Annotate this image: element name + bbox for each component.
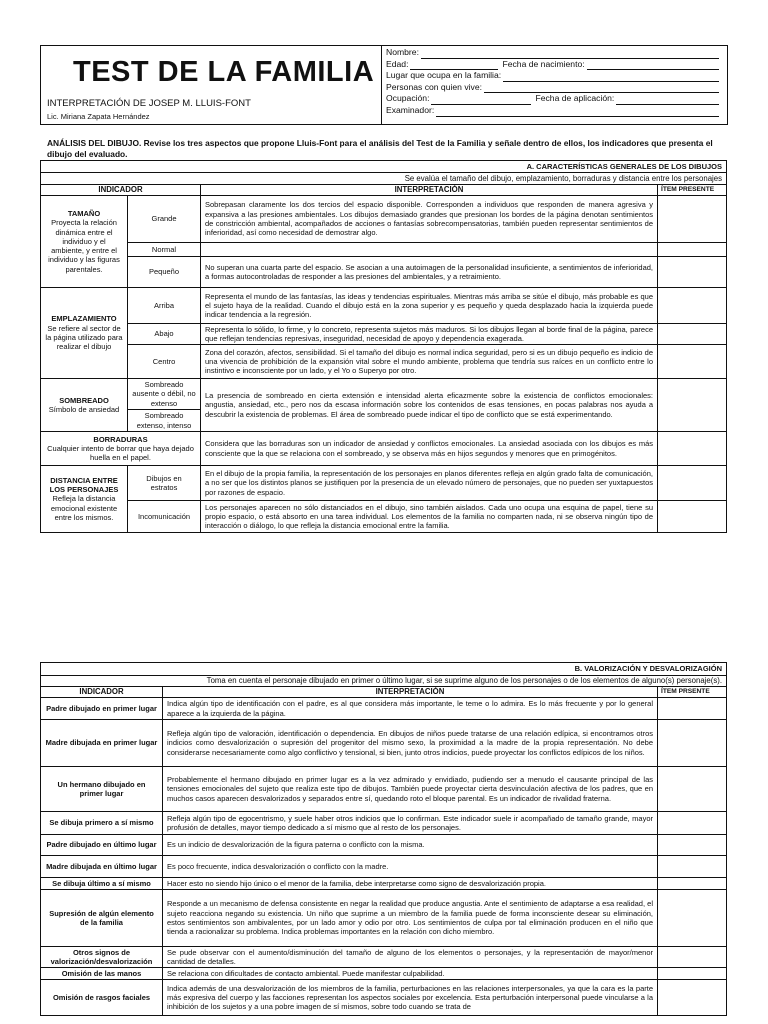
- field-label: Edad:: [386, 58, 409, 69]
- checkbox-cell[interactable]: [658, 767, 727, 812]
- interp-cell: Responde a un mecanismo de defensa consistente en negar la realidad que produce angustia. Ante el sentimiento de adaptarse a esa realidad, el sujeto reacciona negando su existencia. Un niño que suprime a un miembro de la familia puede de forma inconsciente desear su eliminación, estos sentimientos son ambivalentes, por un lado amor y odio por otro. Los sentimientos de culpa por tal eliminación producen en el niño que tienda a racionalizar su problema. Indica problemas importantes en la relación con dicho miembro.: [163, 890, 658, 947]
- checkbox-centro[interactable]: [658, 345, 727, 379]
- table-row: [41, 466, 727, 501]
- col-item-presente: ÍTEM PRSENTE: [658, 687, 727, 698]
- table-row: [41, 501, 727, 533]
- field-line[interactable]: [410, 60, 498, 70]
- col-indicador: INDICADOR: [41, 185, 201, 196]
- interp-normal: [201, 243, 658, 257]
- interp-cell: Es poco frecuente, indica desvalorización o conflicto con la madre.: [163, 856, 658, 878]
- table-row: [41, 243, 727, 257]
- indicator-borraduras: [41, 432, 201, 466]
- interp-centro: Zona del corazón, afectos, sensibilidad. Si el tamaño del dibujo es normal indica seguridad, pero si es un dibujo pequeño es indicio de una vivencia de prohibición de la expansión vital sobre el mundo ambiente, problema que tendría sus raíces en un conflicto entre lo instintivo e inconsciente por un lado, y el Yo o Superyo por otro.: [201, 345, 658, 379]
- sub-pequeno: Pequeño: [128, 257, 201, 288]
- indicator-title: EMPLAZAMIENTO: [51, 314, 117, 324]
- field-line[interactable]: [587, 60, 719, 70]
- indicator-distancia: [41, 466, 128, 533]
- sub-sombreado-debil: Sombreado ausente o débil, no extenso: [128, 379, 201, 410]
- indicator-cell: Un hermano dibujado en primer lugar: [41, 767, 163, 812]
- interp-incomunicacion: Los personajes aparecen no sólo distanciados en el dibujo, sino también aislados. Cada uno ocupa una esquina de papel, tiene su propio espacio, o está absorto en una tarea individual. Los elementos de la familia no comparten nada, ni se observa ningún tipo de interacción o diálogo, lo que refleja la distancia emocional entre la familia.: [201, 501, 658, 533]
- checkbox-estratos[interactable]: [658, 466, 727, 501]
- field-label: Personas con quien vive:: [386, 81, 483, 92]
- table-header-row: [41, 185, 727, 196]
- table-header-row: [41, 687, 727, 698]
- col-interpretacion: INTERPRETACIÓN: [163, 687, 658, 698]
- interp-cell: Refleja algún tipo de valoración, identificación o dependencia. En dibujos de niños puede tratarse de una relación edípica, si encontramos otros indicios como desvalorización o supresión del progenitor del mismo sexo, la proximidad a la madre de la propia representación. No debe considerarse necesariamente como algo conflictivo y tensional, si bien, junto otros indicios, puede proyectar los conflictos edípicos de los niños.: [163, 720, 658, 767]
- field-label: Ocupación:: [386, 93, 430, 104]
- sub-sombreado-intenso: Sombreado extenso, intenso: [128, 410, 201, 432]
- checkbox-cell[interactable]: [658, 890, 727, 947]
- checkbox-incomunicacion[interactable]: [658, 501, 727, 533]
- checkbox-cell[interactable]: [658, 947, 727, 968]
- indicator-cell: Supresión de algún elemento de la familia: [41, 890, 163, 947]
- interp-cell: Indica algún tipo de identificación con el padre, es al que considera más importante, le teme o lo admira. Es lo más frecuente y por lo general aparece a la izquierda de la página.: [163, 698, 658, 720]
- sub-incomunicacion: Incomunicación: [128, 501, 201, 533]
- section-a-subheading: Se evalúa el tamaño del dibujo, emplazamiento, borraduras y distancia entre los personajes: [41, 173, 727, 185]
- field-ocupacion-fecha[interactable]: [386, 93, 723, 105]
- sub-normal: Normal: [128, 243, 201, 257]
- indicator-cell: Omisión de rasgos faciales: [41, 980, 163, 1016]
- sub-grande: Grande: [128, 196, 201, 243]
- interp-grande: Sobrepasan claramente los dos tercios del espacio disponible. Corresponden a individuos que responden de manera agresiva y expansiva a las presiones ambientales. Los dibujos demasiado grandes que presionan los bordes de la página denotan sentimientos de constricción ambiental, acompañados de acciones o fantasías sobrecompensatorias, también pueden representar sentimientos de inferioridad, así como necesidad de demostrar algo.: [201, 196, 658, 243]
- field-label: Lugar que ocupa en la familia:: [386, 70, 502, 81]
- checkbox-cell[interactable]: [658, 720, 727, 767]
- indicator-cell: Se dibuja último a sí mismo: [41, 878, 163, 890]
- intro-instructions: ANÁLISIS DEL DIBUJO. Revise los tres aspectos que propone Lluis-Font para el análisis del Test de la Familia y señale dentro de ellos, los indicadores que presenta el dibujo del evaluado.: [47, 138, 713, 159]
- checkbox-pequeno[interactable]: [658, 257, 727, 288]
- interp-cell: Refleja algún tipo de egocentrismo, y suele haber otros indicios que lo confirman. Este indicador suele ir acompañado de tamaño grande, mayor profusión de detalles, mayor tiempo dedicado a sí mismo que al resto de los personajes.: [163, 812, 658, 835]
- col-interpretacion: INTERPRETACIÓN: [201, 185, 658, 196]
- table-row: [41, 890, 727, 947]
- checkbox-abajo[interactable]: [658, 324, 727, 345]
- interp-cell: Hacer esto no siendo hijo único o el menor de la familia, debe interpretarse como signo de desvalorización propia.: [163, 878, 658, 890]
- interp-cell: Probablemente el hermano dibujado en primer lugar es a la vez admirado y envidiado, pudiendo ser a menudo el causante principal de las tensiones emocionales del sujeto que realiza este tipo de dibujos. También puede proyectar cierta desvinculación afectiva de los padres, que en muchos casos aparecen desvalorizados y separados entre sí, quedando roto el bloque parental. Es un indicador de rivalidad fraterna.: [163, 767, 658, 812]
- table-row: [41, 432, 727, 466]
- field-line[interactable]: [421, 49, 719, 59]
- interp-abajo: Representa lo sólido, lo firme, y lo concreto, representa sujetos más maduros. Si los dibujos llegan al borde final de la página, parece que reflejan tendencias represivas, inseguridad, necesidad de apoyo y dependencia exagerada.: [201, 324, 658, 345]
- field-line[interactable]: [616, 95, 719, 105]
- field-label: Fecha de aplicación:: [535, 93, 615, 104]
- table-row: [41, 980, 727, 1016]
- table-row: [41, 835, 727, 856]
- checkbox-grande[interactable]: [658, 196, 727, 243]
- checkbox-cell[interactable]: [658, 878, 727, 890]
- checkbox-cell[interactable]: [658, 698, 727, 720]
- indicator-title: DISTANCIA ENTRE LOS PERSONAJES: [49, 475, 119, 495]
- section-a-subheading-row: [41, 173, 727, 185]
- table-section-a: [40, 160, 727, 533]
- indicator-title: TAMAÑO: [67, 208, 101, 218]
- indicator-emplazamiento: [41, 288, 128, 379]
- field-personas[interactable]: [386, 82, 723, 94]
- checkbox-cell[interactable]: [658, 835, 727, 856]
- interp-arriba: Representa el mundo de las fantasías, las ideas y tendencias espirituales. Mientras más arriba se sitúe el dibujo, más probable es que el sujeto haya de la realidad. Cuando el dibujo está en la zona superior y es pequeño y queda desplazado hacia la izquierda puede indicar tendencia a la regresión.: [201, 288, 658, 324]
- subtitle: INTERPRETACIÓN DE JOSEP M. LLUIS-FONT: [47, 98, 251, 109]
- field-line[interactable]: [503, 72, 719, 82]
- field-label: Nombre:: [386, 47, 419, 57]
- checkbox-borraduras[interactable]: [658, 432, 727, 466]
- table-section-b: [40, 662, 727, 1016]
- checkbox-cell[interactable]: [658, 968, 727, 980]
- table-row: [41, 767, 727, 812]
- section-b-heading: B. VALORIZACIÓN Y DESVALORIZAGIÓN: [41, 663, 727, 676]
- table-row: [41, 288, 727, 324]
- section-b-subheading: Toma en cuenta el personaje dibujado en primer o último lugar, si se suprime alguno de los personajes o de los elementos de alguno(s) personaje(s).: [41, 676, 727, 687]
- table-row: [41, 698, 727, 720]
- sub-arriba: Arriba: [128, 288, 201, 324]
- author: Lic. Miriana Zapata Hernández: [47, 112, 150, 121]
- field-line[interactable]: [431, 95, 531, 105]
- field-line[interactable]: [436, 107, 719, 117]
- field-nombre[interactable]: [386, 47, 723, 59]
- field-label: Examinador:: [386, 104, 435, 115]
- interp-sombreado: La presencia de sombreado en cierta extensión e intensidad alerta eficazmente sobre la existencia de conflictos emocionales: angustia, ansiedad, etc., pero nos da escasa información sobre los contenidos de esas tensiones, en pocas palabras nos ayuda a descubrir la existencia de problemas. El área de sombreado puede indicar el tipo de conflicto que se está experimentando.: [201, 379, 658, 432]
- table-row: [41, 856, 727, 878]
- table-row: [41, 345, 727, 379]
- interp-cell: Es un indicio de desvalorización de la figura paterna o conflicto con la misma.: [163, 835, 658, 856]
- sub-abajo: Abajo: [128, 324, 201, 345]
- section-b-heading-row: [41, 663, 727, 676]
- field-label: Fecha de nacimiento:: [502, 58, 585, 69]
- checkbox-arriba[interactable]: [658, 288, 727, 324]
- indicator-cell: Otros signos de valorización/desvalorización: [41, 947, 163, 968]
- form-fields: [382, 46, 727, 124]
- indicator-cell: Padre dibujado en primer lugar: [41, 698, 163, 720]
- indicator-cell: Madre dibujada en último lugar: [41, 856, 163, 878]
- interp-cell: Indica además de una desvalorización de los miembros de la familia, perturbaciones en las relaciones interpersonales, ya que la cara es la parte más expresiva del cuerpo y las facciones representan los aspectos sociales por excelencia. Esta perturbación interpersonal puede vincularse a la inhibición de los sujetos y a una pobre imagen de sí mismos, sobre todo cuando se trata de: [163, 980, 658, 1016]
- indicator-desc: Proyecta la relación dinámica entre el individuo y el ambiente, y entre el individuo y las figuras parentales.: [48, 218, 120, 274]
- interp-borraduras: Considera que las borraduras son un indicador de ansiedad y conflictos emocionales. La ansiedad asociada con los dibujos es más consciente que la que se relaciona con el sombreado, y se observa más en hijos segundos y menores que en primogénitos.: [201, 432, 658, 466]
- table-row: [41, 720, 727, 767]
- interp-cell: Se relaciona con dificultades de contacto ambiental. Puede manifestar culpabilidad.: [163, 968, 658, 980]
- col-indicador: INDICADOR: [41, 687, 163, 698]
- table-row: [41, 257, 727, 288]
- field-line[interactable]: [484, 83, 719, 93]
- table-row: [41, 878, 727, 890]
- indicator-desc: Símbolo de ansiedad: [48, 405, 120, 414]
- header-box: [40, 45, 728, 125]
- table-row: [41, 196, 727, 243]
- indicator-desc: Se refiere al sector de la página utilizado para realizar el dibujo: [45, 323, 123, 352]
- checkbox-sombreado[interactable]: [658, 379, 727, 432]
- field-edad-fecha[interactable]: [386, 59, 723, 71]
- interp-cell: Se pude observar con el aumento/disminución del tamaño de alguno de los elementos o personajes, y la representación de mayor/menor cantidad de detalles.: [163, 947, 658, 968]
- table-row: [41, 968, 727, 980]
- section-a-heading-row: [41, 161, 727, 173]
- header-title-area: [41, 46, 382, 124]
- checkbox-cell[interactable]: [658, 980, 727, 1016]
- interp-pequeno: No superan una cuarta parte del espacio. Se asocian a una autoimagen de la personalidad insuficiente, a sentimientos de inferioridad, a formas autocontroladas de responder a las presiones del ambientales, y a retraimiento.: [201, 257, 658, 288]
- indicator-desc: Cualquier intento de borrar que haya dejado huella en el papel.: [47, 443, 194, 463]
- checkbox-cell[interactable]: [658, 812, 727, 835]
- indicator-title: SOMBREADO: [59, 395, 109, 405]
- indicator-cell: Padre dibujado en último lugar: [41, 835, 163, 856]
- indicator-sombreado: [41, 379, 128, 432]
- sub-centro: Centro: [128, 345, 201, 379]
- table-row: [41, 324, 727, 345]
- page-title: TEST DE LA FAMILIA: [73, 56, 375, 88]
- indicator-desc: Refleja la distancia emocional existente entre los mismos.: [50, 494, 118, 522]
- table-row: [41, 947, 727, 968]
- field-lugar[interactable]: [386, 70, 723, 82]
- indicator-tamano: [41, 196, 128, 288]
- table-row: [41, 812, 727, 835]
- section-b-subheading-row: [41, 676, 727, 687]
- indicator-cell: Se dibuja primero a sí mismo: [41, 812, 163, 835]
- checkbox-normal[interactable]: [658, 243, 727, 257]
- indicator-title: BORRADURAS: [93, 434, 148, 444]
- interp-estratos: En el dibujo de la propia familia, la representación de los personajes en planos diferentes refleja en algún grado falta de comunicación, a no ser que los distintos planos se justifiquen por la presencia de un elevado número de personajes, que no pueden ser yuxtapuestos por razones de espacio.: [201, 466, 658, 501]
- table-row: [41, 379, 727, 410]
- sub-estratos: Dibujos en estratos: [128, 466, 201, 501]
- col-item-presente: ÍTEM PRESENTE: [658, 185, 727, 196]
- indicator-cell: Madre dibujada en primer lugar: [41, 720, 163, 767]
- field-examinador[interactable]: [386, 105, 723, 117]
- indicator-cell: Omisión de las manos: [41, 968, 163, 980]
- checkbox-cell[interactable]: [658, 856, 727, 878]
- section-a-heading: A. CARACTERÍSTICAS GENERALES DE LOS DIBUJOS: [41, 161, 727, 173]
